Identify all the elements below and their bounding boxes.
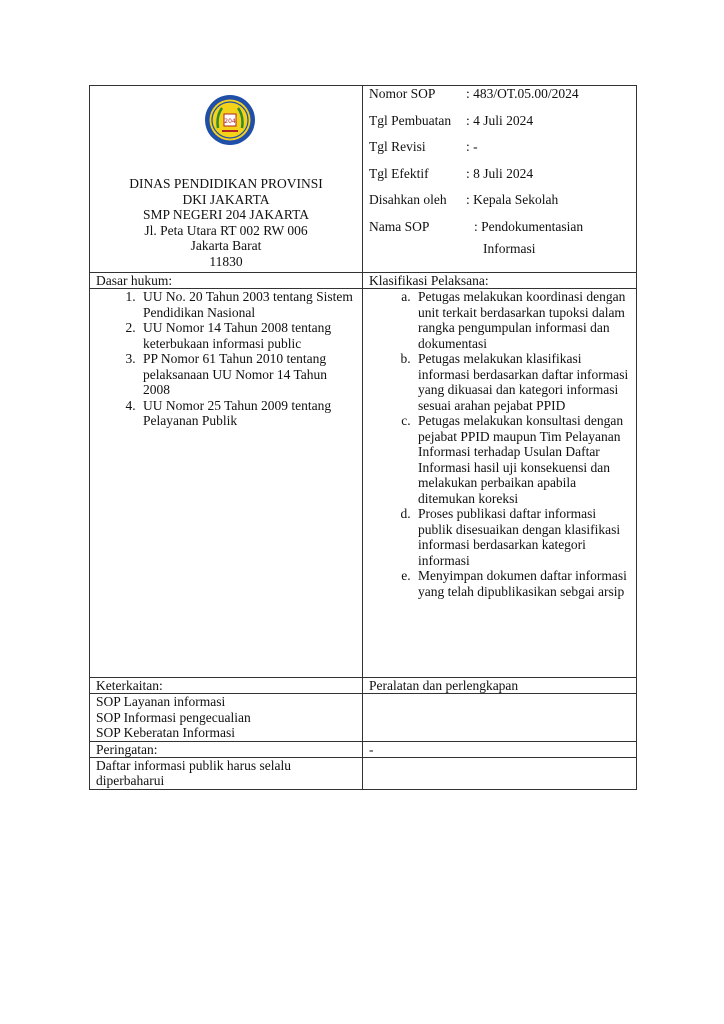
sop-table xyxy=(89,85,637,790)
peralatan-value xyxy=(363,694,637,742)
institution-line: DKI JAKARTA xyxy=(182,191,270,207)
meta-nama-sop: Nama SOP : Pendokumentasian xyxy=(369,218,584,234)
list-item: 4. UU Nomor 25 Tahun 2009 tentang Pelayanan Publik xyxy=(139,398,356,429)
klasifikasi-list xyxy=(363,289,637,678)
peringatan-label: Peringatan: xyxy=(90,741,363,757)
meta-tgl-revisi: Tgl Revisi : - xyxy=(369,139,478,154)
empty-cell xyxy=(363,757,637,789)
institution-line: Jakarta Barat xyxy=(190,238,262,253)
peringatan-value: Daftar informasi publik harus selalu diperbaharui xyxy=(90,757,363,789)
list-item: SOP Layanan informasi xyxy=(96,694,226,709)
list-item: d. Proses publikasi daftar informasi publik disesuaikan dengan klasifikasi informasi berdasarkan kategori informasi xyxy=(414,506,630,568)
peralatan-label: Peralatan dan perlengkapan xyxy=(363,678,637,694)
list-item: c. Petugas melakukan konsultasi dengan pejabat PPID maupun Tim Pelayanan Informasi terhadap Usulan Daftar Informasi hasil uji konsekuensi dan melakukan perbaikan apabila ditemukan koreksi xyxy=(414,413,630,506)
meta-disahkan: Disahkan oleh : Kepala Sekolah xyxy=(369,192,559,207)
school-logo-icon xyxy=(204,94,256,146)
dasar-hukum-label: Dasar hukum: xyxy=(90,273,363,289)
institution-address xyxy=(90,176,362,269)
meta-tgl-efektif: Tgl Efektif : 8 Juli 2024 xyxy=(369,165,534,181)
dasar-hukum-list xyxy=(90,289,363,678)
logo-text: 204 xyxy=(224,118,236,125)
list-item: e. Menyimpan dokumen daftar informasi yang telah dipublikasikan sebgai arsip xyxy=(414,568,630,599)
institution-line: Jl. Peta Utara RT 002 RW 006 xyxy=(144,222,308,238)
institution-line: 11830 xyxy=(209,253,243,269)
keterkaitan-label: Keterkaitan: xyxy=(90,678,363,694)
meta-nomor-sop: Nomor SOP : 483/OT.05.00/2024 xyxy=(369,86,579,101)
meta-nama-sop-cont: Informasi xyxy=(483,240,536,256)
list-item: 1. UU No. 20 Tahun 2003 tentang Sistem Pendidikan Nasional xyxy=(139,289,356,320)
list-item: SOP Informasi pengecualian xyxy=(96,709,251,725)
institution-line: DINAS PENDIDIKAN PROVINSI xyxy=(129,176,323,191)
list-item: a. Petugas melakukan koordinasi dengan unit terkait berdasarkan tupoksi dalam rangka pengumpulan informasi dan dokumentasi xyxy=(414,289,630,351)
pencatatan-value: - xyxy=(363,741,637,757)
list-item: 2. UU Nomor 14 Tahun 2008 tentang keterbukaan informasi public xyxy=(139,320,356,351)
institution-line: SMP NEGERI 204 JAKARTA xyxy=(143,207,309,222)
list-item: b. Petugas melakukan klasifikasi informasi berdasarkan daftar informasi yang dikuasai dan kategori informasi sesuai arahan pejabat PPID xyxy=(414,351,630,413)
institution-header xyxy=(90,86,363,273)
meta-tgl-pembuatan: Tgl Pembuatan : 4 Juli 2024 xyxy=(369,112,534,128)
list-item: SOP Keberatan Informasi xyxy=(96,725,235,740)
keterkaitan-list xyxy=(90,694,363,742)
klasifikasi-label: Klasifikasi Pelaksana: xyxy=(363,273,637,289)
list-item: 3. PP Nomor 61 Tahun 2010 tentang pelaksanaan UU Nomor 14 Tahun 2008 xyxy=(139,351,356,398)
sop-metadata xyxy=(363,86,637,273)
